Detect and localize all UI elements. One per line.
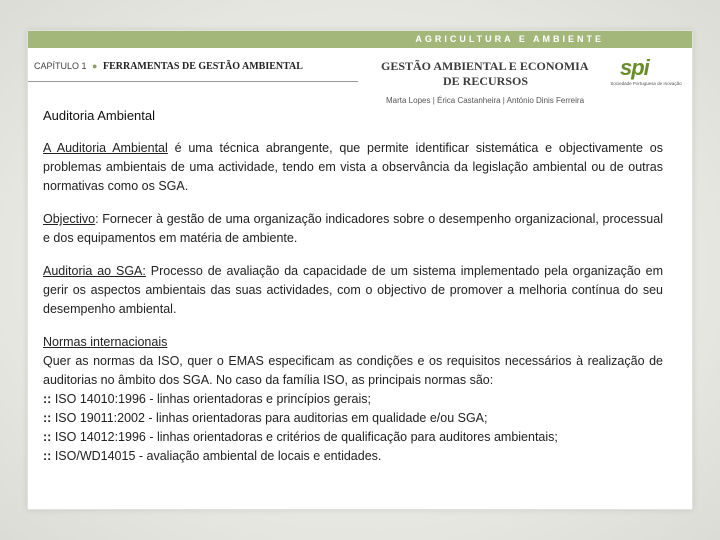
list-item — [43, 428, 663, 447]
term-normas-internacionais: Normas internacionais — [43, 335, 168, 349]
list-item — [43, 390, 663, 409]
list-item-text: ISO/WD14015 - avaliação ambiental de locais e entidades. — [54, 449, 382, 463]
list-item — [43, 409, 663, 428]
paragraph-standards — [43, 333, 663, 466]
chapter-label: CAPÍTULO 1 — [34, 61, 87, 71]
band-text: AGRICULTURA E AMBIENTE — [415, 34, 604, 44]
chapter-separator: ● — [92, 61, 98, 71]
bullet-mark: :: — [43, 392, 52, 406]
paragraph-sga-audit — [43, 262, 663, 319]
slide-heading: Auditoria Ambiental — [43, 108, 156, 123]
term-auditoria-sga: Auditoria ao SGA: — [43, 264, 146, 278]
list-item-text: ISO 14012:1996 - linhas orientadoras e critérios de qualificação para auditores ambientais; — [54, 430, 558, 444]
definition-text: é uma técnica abrangente, que permite identificar sistemática e objectivamente os problemas ambientais de uma actividade, tendo em vista a observância da legislação ambiental ou de outras normativas como os SGA. — [43, 141, 663, 193]
chapter-title: FERRAMENTAS DE GESTÃO AMBIENTAL — [102, 61, 303, 72]
authors: Marta Lopes | Érica Castanheira | António Dinis Ferreira — [386, 96, 585, 105]
objective-text: : Fornecer à gestão de uma organização indicadores sobre o desempenho organizacional, processual e dos equipamentos em matéria de ambiente. — [43, 212, 663, 245]
bullet-mark: :: — [43, 449, 52, 463]
list-item-text: ISO 14010:1996 - linhas orientadoras e princípios gerais; — [54, 392, 371, 406]
term-objectivo: Objectivo — [43, 212, 96, 226]
book-title-line1: GESTÃO AMBIENTAL E ECONOMIA — [381, 59, 589, 73]
header-divider — [28, 81, 358, 82]
spi-logo — [606, 55, 686, 91]
list-item — [43, 447, 663, 466]
bullet-mark: :: — [43, 411, 52, 425]
logo-mark: spi — [620, 55, 649, 80]
book-title — [381, 59, 611, 89]
slide-body — [43, 139, 663, 466]
standards-text: Quer as normas da ISO, quer o EMAS especificam as condições e os requisitos necessários à realização de auditorias no âmbito dos SGA. No caso da família ISO, as principais normas são: — [43, 354, 663, 387]
slide-page — [27, 30, 693, 510]
paragraph-definition — [43, 139, 663, 196]
logo-caption: Sociedade Portuguesa de Inovação — [610, 81, 682, 86]
header-band — [28, 31, 692, 48]
term-auditoria-ambiental: A Auditoria Ambiental — [43, 141, 168, 155]
paragraph-objective — [43, 210, 663, 248]
book-title-line2: DE RECURSOS — [443, 74, 529, 88]
list-item-text: ISO 19011:2002 - linhas orientadoras para auditorias em qualidade e/ou SGA; — [54, 411, 488, 425]
chapter-heading — [34, 61, 303, 72]
sga-audit-text: Processo de avaliação da capacidade de um sistema implementado pela organização em gerir os aspectos ambientais das suas actividades, com o objectivo de promover a melhoria contínua do seu desempenho ambiental. — [43, 264, 664, 316]
bullet-mark: :: — [43, 430, 52, 444]
